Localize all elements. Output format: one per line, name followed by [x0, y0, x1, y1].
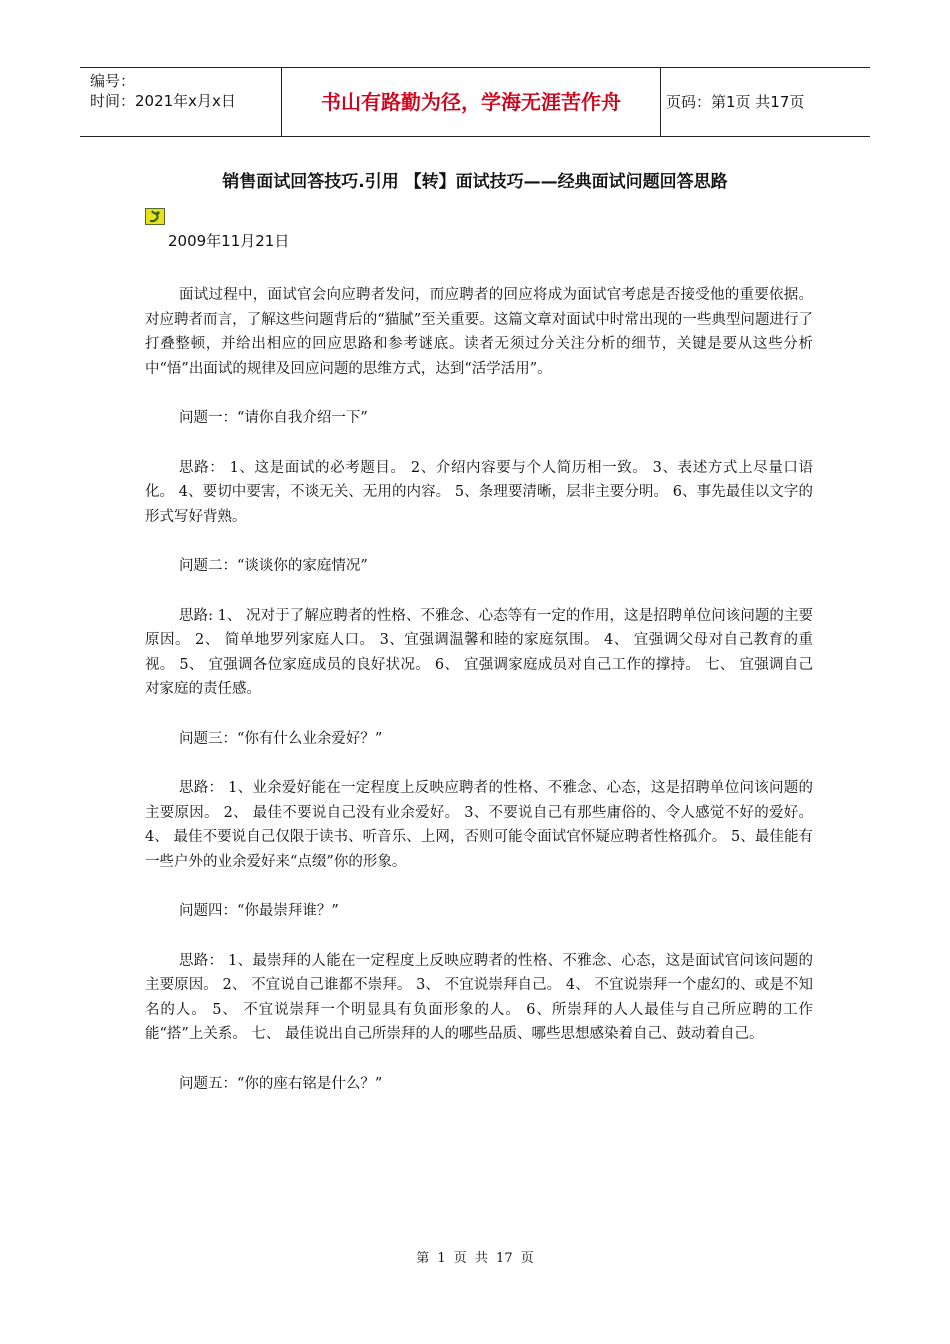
header-page-label: 页码：第1页 共17页	[666, 93, 805, 111]
header-motto: 书山有路勤为径，学海无涯苦作舟	[321, 90, 621, 114]
question-heading: 问题二：“谈谈你的家庭情况”	[179, 558, 368, 574]
header-meta	[90, 71, 236, 111]
page-footer: 第 1 页 共 17 页	[416, 1251, 534, 1266]
intro-paragraph: 面试过程中，面试官会向应聘者发问，而应聘者的回应将成为面试官考虑是否接受他的重要依据。对应聘者而言，了解这些问题背后的“猫腻”至关重要。这篇文章对面试中时常出现的一些典型问题进行了打叠整顿，并给出相应的回应思路和参考谜底。读者无须过分关注分析的细节，关键是要从这些分析中“悟”出面试的规律及回应问题的思维方式，达到“活学活用”。	[145, 287, 813, 377]
header-divider	[660, 68, 661, 136]
time-label: 时间：2021年x月x日	[90, 92, 236, 110]
answer-paragraph: 思路： 1、业余爱好能在一定程度上反映应聘者的性格、不雅念、心态，这是招聘单位问该问题的主要原因。 2、 最佳不要说自己没有业余爱好。 3、不要说自己有那些庸俗的、令人感觉不好的爱好。 4、 最佳不要说自己仅限于读书、听音乐、上网，否则可能令面试官怀疑应聘者性格孤介。 5、最佳能有一些户外的业余爱好来“点缀”你的形象。	[145, 780, 813, 870]
document-title: 销售面试回答技巧.引用 【转】面试技巧——经典面试问题回答思路	[222, 172, 728, 192]
question-heading: 问题五：“你的座右铭是什么？”	[179, 1075, 383, 1092]
publish-date: 2009年11月21日	[168, 232, 290, 250]
question-heading: 问题四：“你最崇拜谁？”	[179, 903, 339, 919]
answer-paragraph: 思路： 1、最崇拜的人能在一定程度上反映应聘者的性格、不雅念、心态，这是面试官问该问题的主要原因。 2、 不宜说自己谁都不崇拜。 3、 不宜说崇拜自己。 4、 不宜说崇拜一个虚幻的、或是不知名的人。 5、 不宜说崇拜一个明显具有负面形象的人。 6、所崇拜的人人最佳与自己所应聘的工作能“搭”上关系。 七、 最佳说出自己所崇拜的人的哪些品质、哪些思想感染着自己、鼓动着自己。	[145, 952, 813, 1042]
article-body	[145, 283, 813, 1121]
answer-paragraph: 思路: 1、 况对于了解应聘者的性格、不雅念、心态等有一定的作用，这是招聘单位问该问题的主要原因。 2、 简单地罗列家庭人口。 3、宜强调温馨和睦的家庭氛围。 4、 宜强调父母对自己教育的重视。 5、 宜强调各位家庭成员的良好状况。 6、 宜强调家庭成员对自己工作的撑持。 七、 宜强调自己对家庭的责任感。	[145, 607, 813, 697]
page-header	[80, 67, 870, 137]
number-label: 编号：	[90, 72, 136, 90]
question-heading: 问题一：“请你自我介绍一下”	[179, 410, 368, 426]
question-heading: 问题三：“你有什么业余爱好？”	[179, 730, 383, 747]
document-icon	[145, 208, 165, 225]
answer-paragraph: 思路： 1、这是面试的必考题目。 2、介绍内容要与个人简历相一致。 3、表述方式上尽量口语化。 4、要切中要害，不谈无关、无用的内容。 5、条理要清晰，层非主要分明。 6、事先最佳以文字的形式写好背熟。	[145, 459, 813, 525]
